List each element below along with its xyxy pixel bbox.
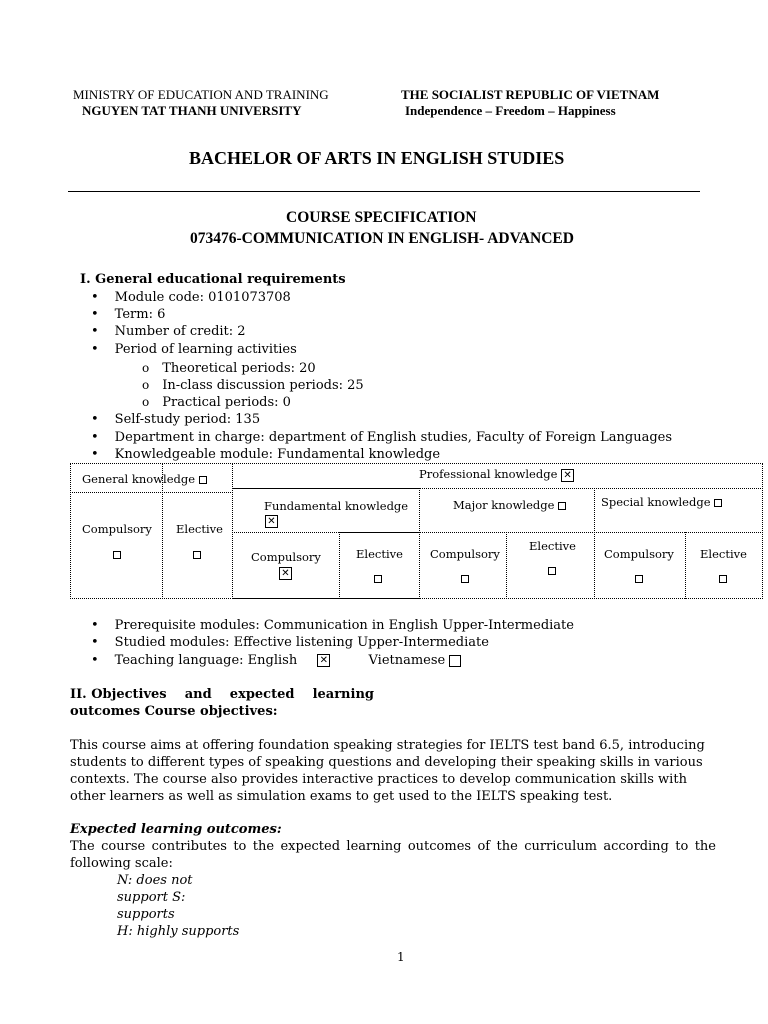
checkbox-checked-icon: ✕ <box>279 565 292 580</box>
checkbox-unchecked-icon <box>635 571 643 585</box>
vietnamese-label: Vietnamese <box>368 653 446 668</box>
list-item: • Module code: 0101073708 <box>91 290 291 305</box>
checkbox-checked-icon: ✕ <box>265 513 278 528</box>
checkbox-unchecked-icon <box>461 571 469 585</box>
scale-line: support S: <box>117 890 186 905</box>
objectives-line: students to different types of speaking questions and developing their speaking skills in various <box>70 755 703 770</box>
title-divider <box>68 191 700 192</box>
general-knowledge-label: General knowledge <box>82 472 207 486</box>
sub-list-item: o Practical periods: 0 <box>142 395 291 410</box>
objectives-line: other learners as well as simulation exams to get used to the IELTS speaking test. <box>70 789 613 804</box>
objectives-line: This course aims at offering foundation speaking strategies for IELTS test band 6.5, introducing <box>70 738 705 753</box>
major-knowledge-label: Major knowledge <box>453 498 566 512</box>
fund-compulsory-label: Compulsory <box>251 550 321 564</box>
list-item: • Number of credit: 2 <box>91 324 246 339</box>
sub-list-item: o Theoretical periods: 20 <box>142 361 316 376</box>
scale-line: H: highly supports <box>117 924 240 939</box>
professional-knowledge-label: Professional knowledge ✕ <box>419 467 574 482</box>
section1-heading: I. General educational requirements <box>80 272 346 287</box>
national-motto: Independence – Freedom – Happiness <box>405 103 616 118</box>
checkbox-unchecked-icon <box>193 547 201 561</box>
special-compulsory-label: Compulsory <box>604 547 674 561</box>
checkbox-unchecked-icon <box>199 476 207 484</box>
checkbox-unchecked-icon <box>719 571 727 585</box>
table-row-subheaders <box>232 532 763 599</box>
major-compulsory-label: Compulsory <box>430 547 500 561</box>
checkbox-unchecked-icon <box>449 655 461 667</box>
checkbox-unchecked-icon <box>374 571 382 585</box>
list-item: • Prerequisite modules: Communication in English Upper-Intermediate <box>91 618 574 633</box>
list-item: • Self-study period: 135 <box>91 412 261 427</box>
general-compulsory-label: Compulsory <box>82 522 152 536</box>
checkbox-checked-icon: ✕ <box>317 654 330 667</box>
checkbox-unchecked-icon <box>548 563 556 577</box>
scale-line: N: does not <box>117 873 193 888</box>
section2-heading: II. Objectives and expected learning <box>70 687 374 702</box>
course-spec-title: COURSE SPECIFICATION <box>286 209 477 226</box>
scale-line: supports <box>117 907 175 922</box>
list-item: • Knowledgeable module: Fundamental knowledge <box>91 447 441 462</box>
ministry-name: MINISTRY OF EDUCATION AND TRAINING <box>73 87 329 102</box>
fundamental-knowledge-label: Fundamental knowledge <box>264 499 409 513</box>
major-elective-label: Elective <box>529 539 576 553</box>
sub-list-item: o In-class discussion periods: 25 <box>142 378 364 393</box>
checkbox-checked-icon: ✕ <box>561 469 574 482</box>
republic-name: THE SOCIALIST REPUBLIC OF VIETNAM <box>401 87 660 102</box>
list-item: • Teaching language: English ✕ Vietnamese <box>91 653 461 668</box>
table-cell-fund-elective <box>339 532 420 599</box>
list-item: • Period of learning activities <box>91 342 297 357</box>
list-item: • Studied modules: Effective listening Upper-Intermediate <box>91 635 489 650</box>
program-title: BACHELOR OF ARTS IN ENGLISH STUDIES <box>189 148 565 168</box>
list-item: • Department in charge: department of English studies, Faculty of Foreign Languages <box>91 430 673 445</box>
course-code-title: 073476-COMMUNICATION IN ENGLISH- ADVANCED <box>190 230 574 247</box>
checkbox-unchecked-icon <box>113 547 121 561</box>
outcomes-text-cont: following scale: <box>70 856 173 871</box>
checkbox-unchecked-icon <box>558 502 566 510</box>
table-cell-special-elective <box>685 532 763 599</box>
general-elective-label: Elective <box>176 522 223 536</box>
checkbox-unchecked-icon <box>714 499 722 507</box>
fund-elective-label: Elective <box>356 547 403 561</box>
objectives-line: contexts. The course also provides interactive practices to develop communication skills with <box>70 772 687 787</box>
list-item: • Term: 6 <box>91 307 166 322</box>
special-knowledge-label: Special knowledge <box>601 495 722 509</box>
section2-heading-cont: outcomes Course objectives: <box>70 704 278 719</box>
university-name: NGUYEN TAT THANH UNIVERSITY <box>82 103 302 118</box>
outcomes-heading: Expected learning outcomes: <box>70 822 282 837</box>
special-elective-label: Elective <box>700 547 747 561</box>
page-number: 1 <box>397 950 405 964</box>
outcomes-text: The course contributes to the expected learning outcomes of the curriculum according to the <box>70 839 716 854</box>
